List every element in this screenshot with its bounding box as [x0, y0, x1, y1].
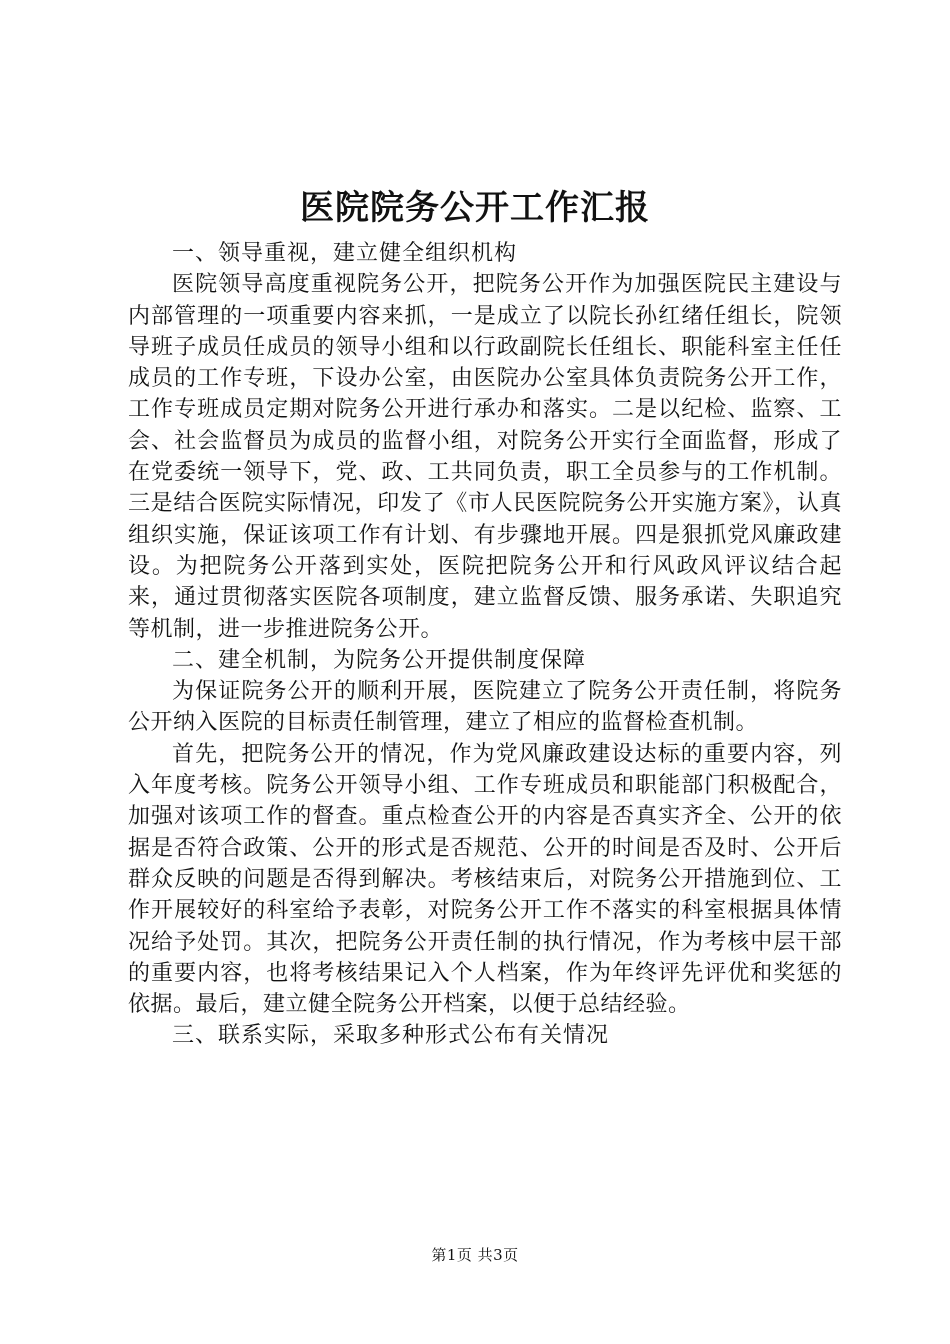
document-title: 医院院务公开工作汇报 [300, 188, 650, 228]
paragraph-assessment: 首先，把院务公开的情况，作为党风廉政建设达标的重要内容，列入年度考核。院务公开领导小组、工作专班成员和职能部门积极配合，加强对该项工作的督查。重点检查公开的内容是否真实齐全、公开的依据是否符合政策、公开的形式是否规范、公开的时间是否及时、公开后群众反映的问题是否得到解决。考核结束后，对院务公开措施到位、工作开展较好的科室给予表彰，对院务公开工作不落实的科室根据具体情况给予处罚。其次，把院务公开责任制的执行情况，作为考核中层干部的重要内容，也将考核结果记入个人档案，作为年终评先评优和奖惩的依据。最后，建立健全院务公开档案，以便于总结经验。 [128, 741, 842, 1018]
section-heading-3: 三、联系实际，采取多种形式公布有关情况 [172, 1023, 610, 1049]
paragraph-responsibility: 为保证院务公开的顺利开展，医院建立了院务公开责任制，将院务公开纳入医院的目标责任制管理，建立了相应的监督检查机制。 [128, 679, 842, 736]
page-footer: 第1页 共3页 [431, 1246, 519, 1264]
section-heading-1: 一、领导重视，建立健全组织机构 [172, 241, 518, 266]
paragraph-organization: 医院领导高度重视院务公开，把院务公开作为加强医院民主建设与内部管理的一项重要内容来抓，一是成立了以院长孙红绪任组长，院领导班子成员任成员的领导小组和以行政副院长任组长、职能科室主任任成员的工作专班，下设办公室，由医院办公室具体负责院务公开工作，工作专班成员定期对院务公开进行承办和落实。二是以纪检、监察、工会、社会监督员为成员的监督小组，对院务公开实行全面监督，形成了在党委统一领导下，党、政、工共同负责，职工全员参与的工作机制。三是结合医院实际情况，印发了《市人民医院院务公开实施方案》，认真组织实施，保证该项工作有计划、有步骤地开展。四是狠抓党风廉政建设。为把院务公开落到实处，医院把院务公开和行风政风评议结合起来，通过贯彻落实医院各项制度，建立监督反馈、服务承诺、失职追究等机制，进一步推进院务公开。 [128, 272, 842, 642]
document-body [128, 238, 842, 1052]
section-heading-2: 二、建全机制，为院务公开提供制度保障 [172, 647, 587, 673]
